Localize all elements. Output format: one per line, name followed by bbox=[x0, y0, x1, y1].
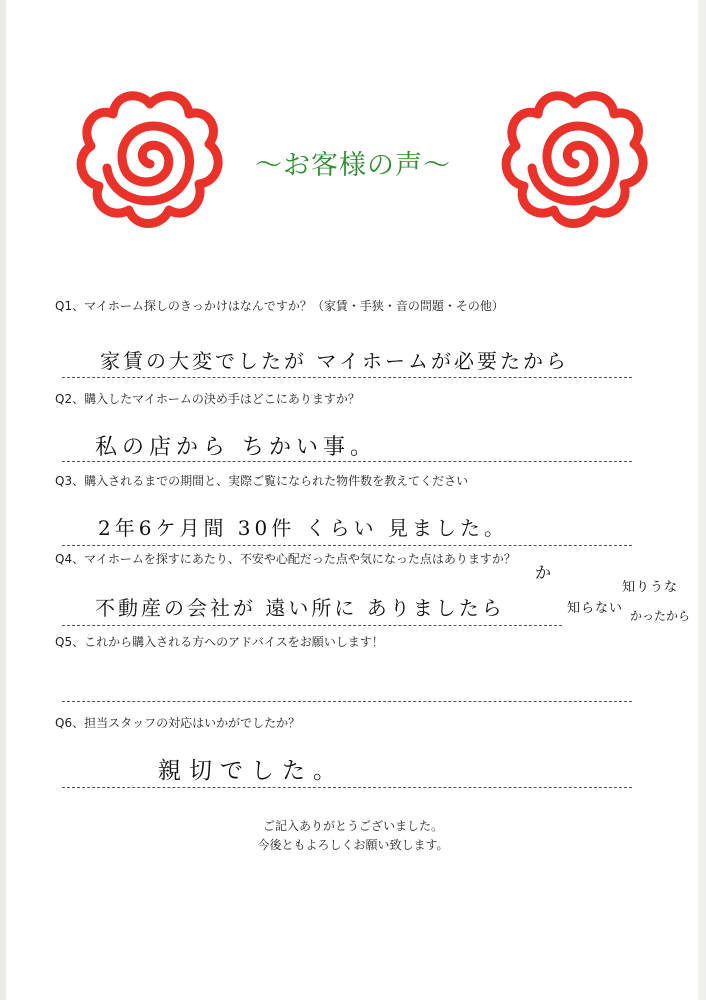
page-title: ～お客様の声～ bbox=[255, 150, 451, 181]
answer-2: 私の店から ちかい事。 bbox=[95, 435, 377, 460]
footer-regards: 今後ともよろしくお願い致します。 bbox=[257, 838, 449, 852]
footer-thanks: ご記入ありがとうございました。 bbox=[262, 819, 443, 833]
answer-line-2 bbox=[62, 461, 632, 462]
question-6-label: Q6、担当スタッフの対応はいかがでしたか？ bbox=[55, 716, 301, 730]
answer-line-4 bbox=[62, 625, 562, 626]
answer-4-note-1: か bbox=[535, 563, 553, 582]
answer-6: 親切でした。 bbox=[158, 758, 344, 784]
question-2-label: Q2、購入したマイホームの決め手はどこにありますか？ bbox=[55, 392, 360, 406]
answer-line-1 bbox=[62, 377, 632, 378]
question-3-label: Q3、購入されるまでの期間と、実際ご覧になられた物件数を教えてください bbox=[55, 474, 469, 488]
answer-4-note-4: かったから bbox=[630, 609, 691, 623]
answer-line-3 bbox=[62, 545, 632, 546]
answer-line-5 bbox=[62, 701, 632, 702]
question-5-label: Q5、これから購入される方へのアドバイスをお願いします！ bbox=[55, 635, 384, 649]
answer-4: 不動産の会社が 遠い所に ありましたら bbox=[95, 596, 505, 620]
answer-3: 2年6ケ月間 30件 くらい 見ました。 bbox=[98, 516, 508, 540]
answer-4-note-2: 知らない bbox=[567, 601, 624, 616]
answer-4-note-3: 知りうな bbox=[622, 580, 679, 595]
answer-1: 家賃の大変でしたが マイホームが必要たから bbox=[100, 349, 569, 373]
question-4-label: Q4、マイホームを探すにあたり、不安や心配だった点や気になった点はありますか？ bbox=[55, 552, 516, 566]
answer-line-6 bbox=[62, 787, 632, 788]
question-1-label: Q1、マイホーム探しのきっかけはなんですか？（家賃・手狭・音の問題・その他） bbox=[55, 299, 504, 313]
